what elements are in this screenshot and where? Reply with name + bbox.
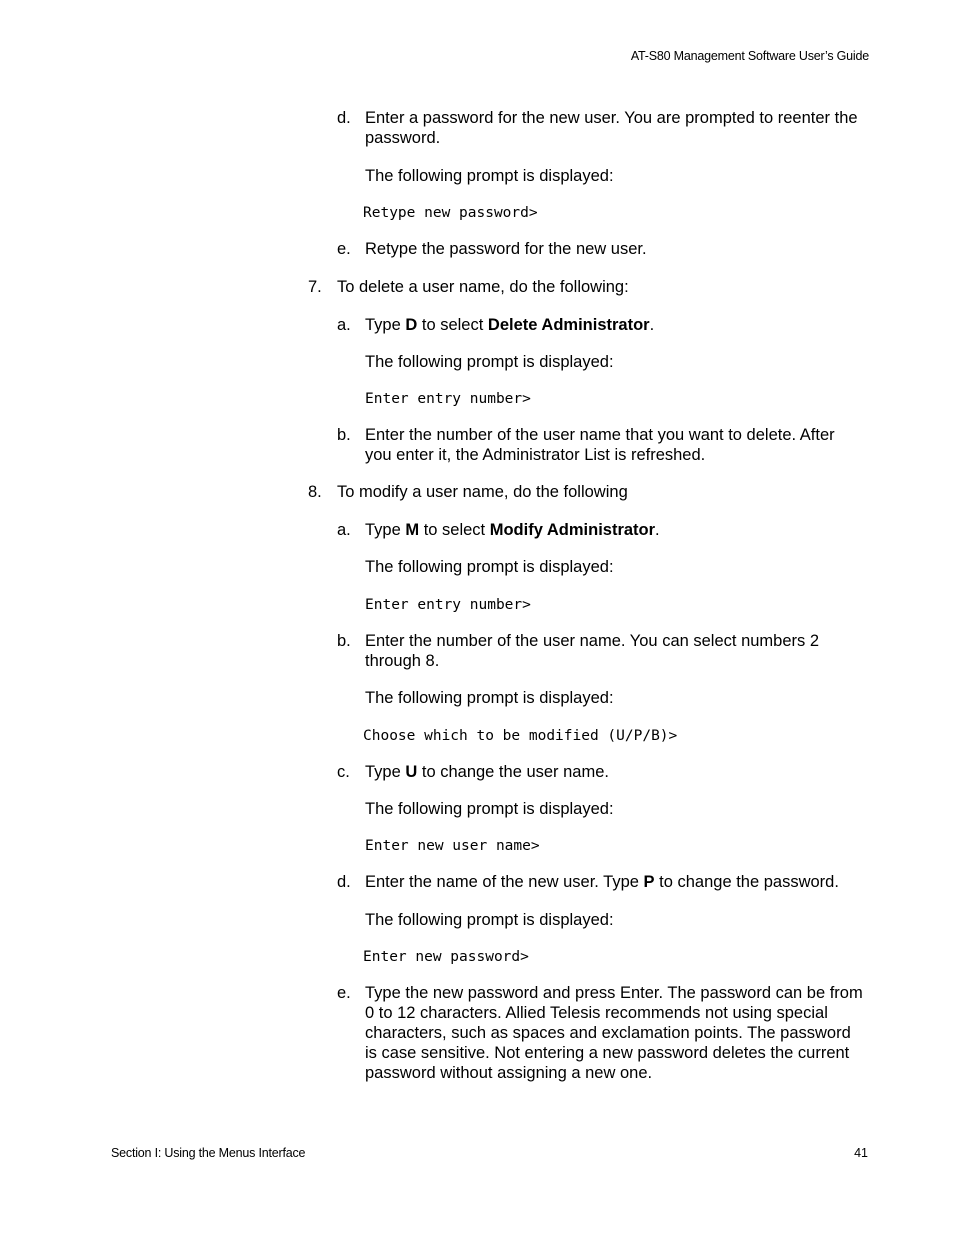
code-prompt: Enter new password>: [363, 949, 529, 965]
code-prompt: Choose which to be modified (U/P/B)>: [363, 728, 678, 744]
substep-label: d.: [337, 109, 351, 127]
key-name: U: [405, 763, 418, 781]
substep-label: b.: [337, 426, 351, 444]
step-number: 7.: [308, 278, 322, 296]
prompt-intro: The following prompt is displayed:: [365, 353, 614, 371]
code-prompt: Retype new password>: [363, 205, 538, 221]
substep-label: b.: [337, 632, 351, 650]
substep-text: Retype the password for the new user.: [365, 240, 647, 258]
substep-label: a.: [337, 316, 351, 334]
running-header: AT-S80 Management Software User’s Guide: [630, 49, 869, 63]
substep-label: e.: [337, 240, 351, 258]
command-name: Delete Administrator: [487, 316, 650, 334]
command-name: Modify Administrator: [489, 521, 656, 539]
substep-text: Type U to change the user name.: [365, 763, 609, 781]
substep-label: c.: [337, 763, 350, 781]
prompt-intro: The following prompt is displayed:: [365, 911, 614, 929]
footer-section: Section I: Using the Menus Interface: [111, 1146, 306, 1160]
code-prompt: Enter entry number>: [365, 597, 531, 613]
substep-text: Enter the number of the user name that you want to delete. After you enter it, the Administrator List is refreshed.: [365, 426, 835, 464]
step-text: To modify a user name, do the following: [337, 483, 628, 501]
substep-text: Enter the name of the new user. Type P to change the password.: [365, 873, 839, 891]
substep-text: Type the new password and press Enter. The password can be from 0 to 12 characters. Allied Telesis recommends not using special characters, such as spaces and exclamation points. The password is case sensitive. Not entering a new password deletes the current password without assigning a new one.: [365, 984, 863, 1082]
substep-label: a.: [337, 521, 351, 539]
page-number: 41: [854, 1146, 868, 1160]
key-name: D: [405, 316, 418, 334]
prompt-intro: The following prompt is displayed:: [365, 689, 614, 707]
substep-label: d.: [337, 873, 351, 891]
substep-text: Enter a password for the new user. You are prompted to reenter the password.: [365, 109, 858, 147]
code-prompt: Enter new user name>: [365, 838, 540, 854]
substep-text: Type M to select Modify Administrator.: [365, 521, 660, 539]
prompt-intro: The following prompt is displayed:: [365, 558, 614, 576]
substep-text: Type D to select Delete Administrator.: [365, 316, 655, 334]
substep-text: Enter the number of the user name. You can select numbers 2 through 8.: [365, 632, 820, 670]
key-name: M: [405, 521, 420, 539]
code-prompt: Enter entry number>: [365, 391, 531, 407]
substep-label: e.: [337, 984, 351, 1002]
step-text: To delete a user name, do the following:: [337, 278, 629, 296]
prompt-intro: The following prompt is displayed:: [365, 800, 614, 818]
prompt-intro: The following prompt is displayed:: [365, 167, 614, 185]
step-number: 8.: [308, 483, 322, 501]
key-name: P: [643, 873, 655, 891]
